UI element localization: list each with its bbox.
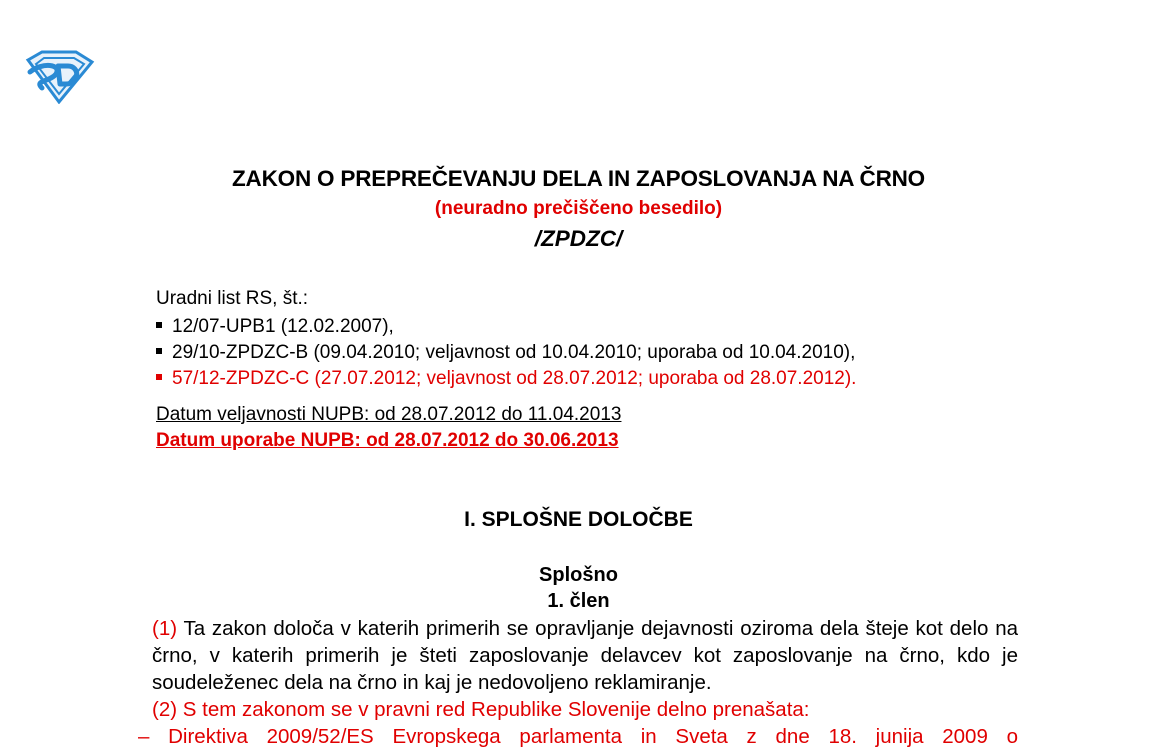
chapter-heading: I. SPLOŠNE DOLOČBE (464, 508, 693, 531)
usage-date: Datum uporabe NUPB: od 28.07.2012 do 30.06.2013 (156, 430, 619, 451)
validity-date: Datum veljavnosti NUPB: od 28.07.2012 do 11.04.2013 (156, 404, 622, 425)
publication-label: Uradni list RS, št.: (156, 288, 309, 309)
document-abbreviation: /ZPDZC/ (534, 226, 623, 251)
article-title: Splošno (539, 564, 618, 586)
article-number: 1. člen (547, 590, 610, 612)
paragraph-marker: (1) (152, 617, 178, 640)
paragraph-1: (1) Ta zakon določa v katerih primerih se opravljanje dejavnosti oziroma dela šteje kot delo na črno, v katerih primerih je šteti zaposlovanje delavcev kot zaposlovanje na črno, kdo je soudeleženec dela na črno in kaj je nedovoljeno reklamiranje. (152, 617, 1018, 694)
paragraph-2-item: – Direktiva 2009/52/ES Evropskega parlamenta in Sveta z dne 18. junija 2009 o (138, 725, 1018, 748)
square-bullet-icon (156, 348, 162, 354)
sd-shield-logo-icon (22, 50, 96, 104)
article-body (138, 615, 1018, 750)
document-title: ZAKON O PREPREČEVANJU DELA IN ZAPOSLOVANJA NA ČRNO (232, 166, 925, 191)
publication-item: 29/10-ZPDZC-B (09.04.2010; veljavnost od 10.04.2010; uporaba od 10.04.2010), (156, 340, 856, 366)
square-bullet-icon (156, 322, 162, 328)
publication-item: 12/07-UPB1 (12.02.2007), (156, 314, 856, 340)
document-subtitle: (neuradno prečiščeno besedilo) (434, 198, 723, 219)
publication-list (156, 314, 856, 392)
publication-item: 57/12-ZPDZC-C (27.07.2012; veljavnost od 28.07.2012; uporaba od 28.07.2012). (156, 366, 856, 392)
square-bullet-icon (156, 374, 162, 380)
paragraph-2: (2) S tem zakonom se v pravni red Republike Slovenije delno prenašata: (152, 698, 810, 721)
